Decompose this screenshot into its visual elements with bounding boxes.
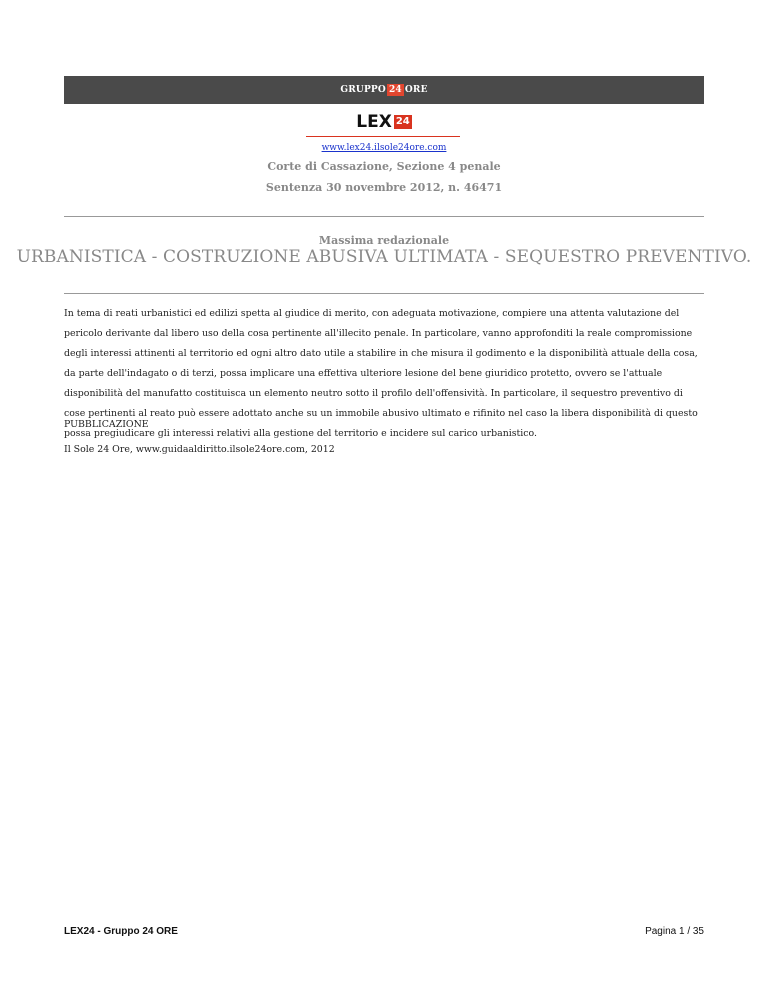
logo-underline-divider bbox=[306, 136, 460, 137]
lex24-logo bbox=[0, 112, 768, 132]
lex-logo-text: LEX bbox=[356, 112, 392, 132]
publisher-banner bbox=[64, 76, 704, 104]
publication-source: Il Sole 24 Ore, www.guidaaldiritto.ilsole24ore.com, 2012 bbox=[64, 444, 335, 455]
sentence-reference: Sentenza 30 novembre 2012, n. 46471 bbox=[265, 181, 503, 194]
publication-label: PUBBLICAZIONE bbox=[64, 419, 149, 430]
gruppo-logo-number: 24 bbox=[388, 85, 402, 95]
footer-brand: LEX24 - Gruppo 24 ORE bbox=[64, 926, 178, 937]
gruppo-logo-suffix: ORE bbox=[404, 85, 428, 95]
court-name: Corte di Cassazione, Sezione 4 penale bbox=[267, 160, 501, 173]
site-link[interactable]: www.lex24.ilsole24ore.com bbox=[321, 143, 447, 153]
gruppo-24-ore-logo bbox=[340, 84, 427, 96]
gruppo-logo-prefix: GRUPPO bbox=[340, 85, 386, 95]
summary-label: Massima redazionale bbox=[318, 234, 450, 247]
summary-headline: URBANISTICA - COSTRUZIONE ABUSIVA ULTIMATA - SEQUESTRO PREVENTIVO. bbox=[16, 247, 752, 267]
summary-body: In tema di reati urbanistici ed edilizi spetta al giudice di merito, con adeguata motivazione, compiere una attenta valutazione del pericolo derivante dal libero uso della cosa pertinente all'illecito penale. In particolare, vanno approfonditi la reale compromissione degli interessi attinenti al territorio ed ogni altro dato utile a stabilire in che misura il godimento e la disponibilità attuale della cosa, da parte dell'indagato o di terzi, possa implicare una effettiva ulteriore lesione del bene giuridico protetto, ovvero se l'attuale disponibilità del manufatto costituisca un elemento neutro sotto il profilo dell'offensività. In particolare, il sequestro preventivo di cose pertinenti al reato può essere adottato anche su un immobile abusivo ultimato e rifinito nel caso la libera disponibilità di questo possa pregiudicare gli interessi relativi alla gestione del territorio e incidere sul carico urbanistico. bbox=[64, 308, 698, 439]
header-divider bbox=[64, 216, 704, 217]
headline-divider bbox=[64, 293, 704, 294]
page-number: Pagina 1 / 35 bbox=[645, 926, 704, 937]
lex-logo-number: 24 bbox=[395, 116, 410, 127]
